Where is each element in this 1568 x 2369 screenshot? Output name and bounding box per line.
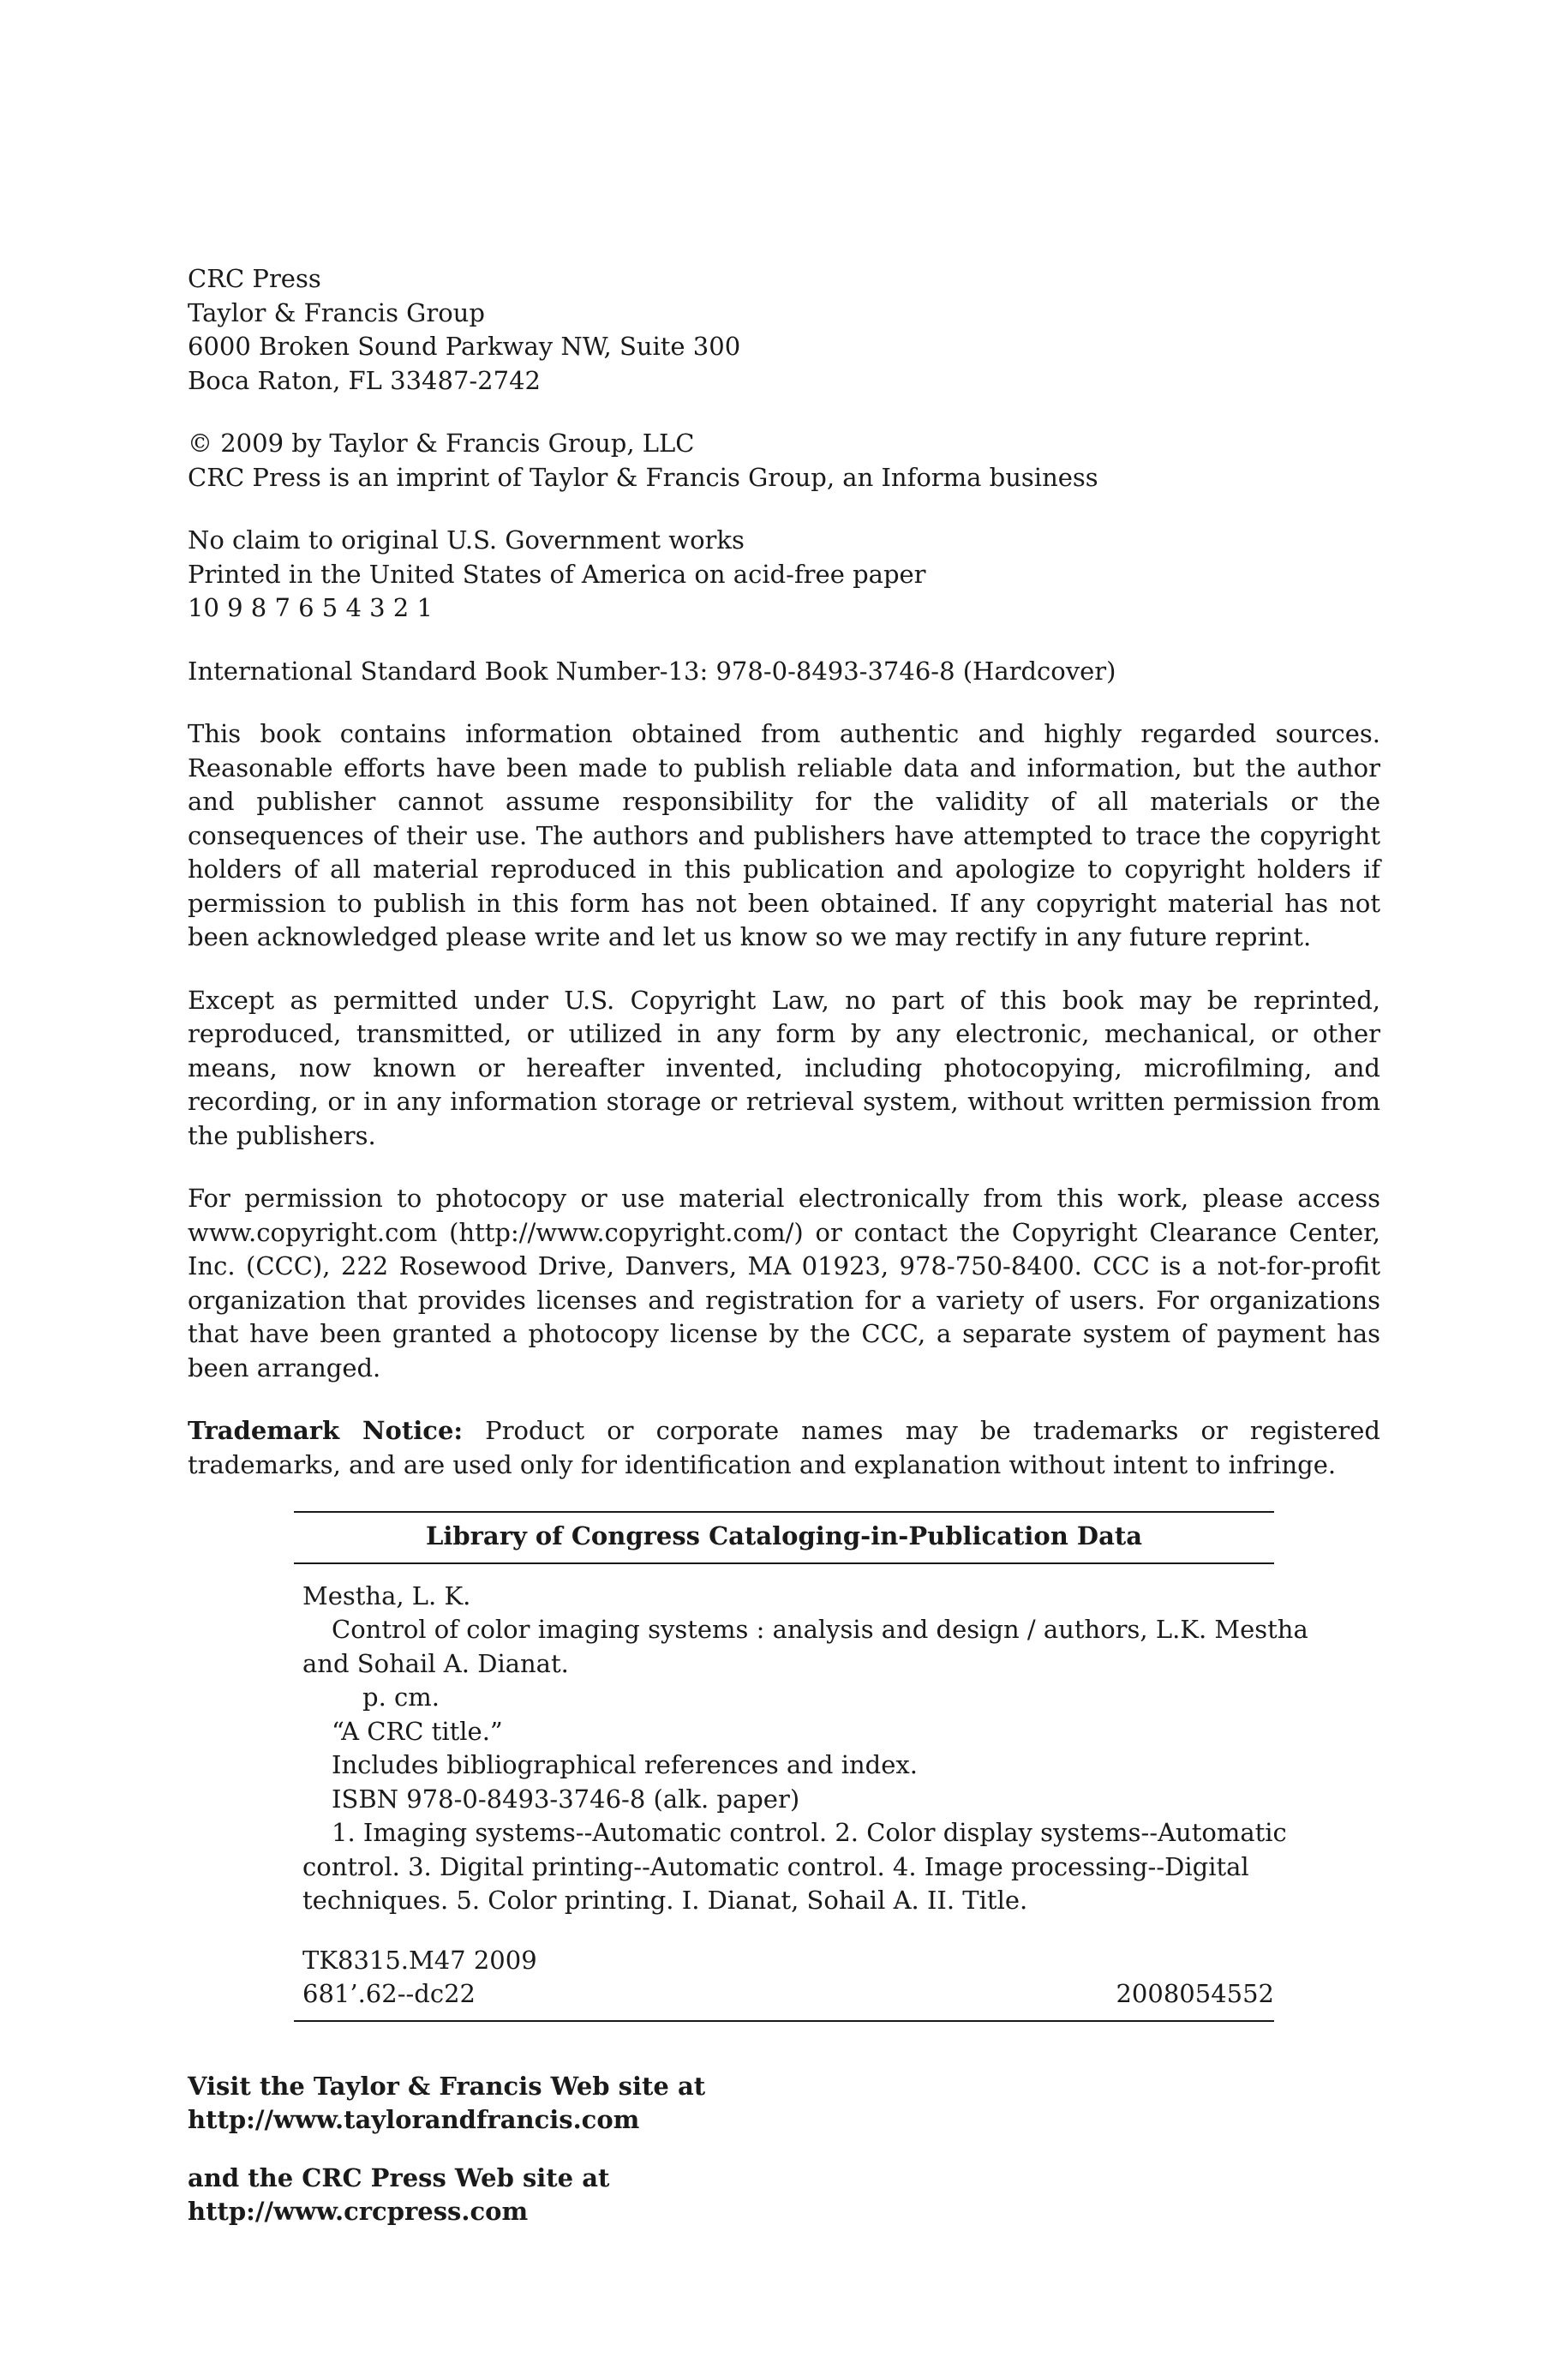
cip-includes: Includes bibliographical references and index. bbox=[332, 1750, 918, 1779]
cip-subjects-line-2: control. 3. Digital printing--Automatic control. 4. Image processing--Digital bbox=[302, 1851, 1249, 1881]
isbn-block bbox=[188, 655, 1380, 689]
publisher-street: 6000 Broken Sound Parkway NW, Suite 300 bbox=[188, 332, 741, 361]
cip-body bbox=[294, 1564, 1308, 2020]
cip-author: Mestha, L. K. bbox=[302, 1580, 471, 1610]
crc-website bbox=[188, 2162, 1380, 2229]
cip-isbn: ISBN 978-0-8493-3746-8 (alk. paper) bbox=[332, 1784, 800, 1814]
cip-data-box bbox=[294, 1511, 1308, 2022]
publisher-address bbox=[188, 262, 1380, 398]
trademark-paragraph bbox=[188, 1414, 1380, 1482]
cip-pcm: p. cm. bbox=[362, 1682, 440, 1712]
isbn-line: International Standard Book Number-13: 978-0-8493-3746-8 (Hardcover) bbox=[188, 656, 1116, 686]
cip-title-line-2: and Sohail A. Dianat. bbox=[302, 1648, 569, 1678]
government-works-line: No claim to original U.S. Government works bbox=[188, 525, 745, 555]
imprint-line: CRC Press is an imprint of Taylor & Francis Group, an Informa business bbox=[188, 462, 1098, 492]
cip-dewey: 681’.62--dc22 bbox=[302, 1979, 476, 2008]
tf-website-url[interactable]: http://www.taylorandfrancis.com bbox=[188, 2105, 640, 2134]
crc-website-label: and the CRC Press Web site at bbox=[188, 2162, 610, 2192]
publisher-name: CRC Press bbox=[188, 264, 321, 293]
copyright-notice bbox=[188, 427, 1380, 495]
crc-website-url[interactable]: http://www.crcpress.com bbox=[188, 2197, 529, 2226]
cip-bottom-rule bbox=[294, 2020, 1274, 2022]
cip-spacer bbox=[302, 1918, 1274, 1944]
disclaimer-paragraph: This book contains information obtained from authentic and highly regarded sources. Reasonable efforts have been made to publish reliable data and information, but the author and publisher cannot assume responsibility for the validity of all materials or the consequences of their use. The authors and publishers have attempted to trace the copyright holders of all material reproduced in this publication and apologize to copyright holders if permission to publish in this form has not been obtained. If any copyright material has not been acknowledged please write and let us know so we may rectify in any future reprint. bbox=[188, 719, 1380, 951]
cip-title-line-1: Control of color imaging systems : analysis and design / authors, L.K. Mestha bbox=[332, 1615, 1308, 1644]
cip-lccn: 2008054552 bbox=[1116, 1979, 1274, 2008]
copyright-line: © 2009 by Taylor & Francis Group, LLC bbox=[188, 429, 695, 458]
permission-paragraph: Except as permitted under U.S. Copyright Law, no part of this book may be reprinted, reproduced, transmitted, or utilized in any form by any electronic, mechanical, or other means, now known or hereafter invented, including photocopying, microfilming, and recording, or in any information storage or retrieval system, without written permission from the publishers. bbox=[188, 985, 1380, 1150]
printed-in-line: Printed in the United States of America on acid-free paper bbox=[188, 559, 926, 589]
cip-title: Library of Congress Cataloging-in-Publication Data bbox=[425, 1521, 1143, 1550]
cip-subjects-line-1: 1. Imaging systems--Automatic control. 2. Color display systems--Automatic bbox=[332, 1818, 1287, 1847]
cip-lc-call-number: TK8315.M47 2009 bbox=[302, 1945, 537, 1975]
copyright-page bbox=[188, 262, 1380, 2253]
trademark-label: Trademark Notice: bbox=[188, 1416, 464, 1445]
printing-info bbox=[188, 524, 1380, 626]
tf-website-label: Visit the Taylor & Francis Web site at bbox=[188, 2071, 706, 2101]
publisher-group: Taylor & Francis Group bbox=[188, 297, 485, 327]
tf-website bbox=[188, 2070, 1380, 2138]
publisher-city: Boca Raton, FL 33487-2742 bbox=[188, 365, 541, 395]
cip-classification-row bbox=[302, 1977, 1274, 2020]
cip-subjects-line-3: techniques. 5. Color printing. I. Dianat, Sohail A. II. Title. bbox=[302, 1886, 1028, 1915]
photocopy-paragraph: For permission to photocopy or use material electronically from this work, please access www.copyright.com (http://www.copyright.com/) or contact the Copyright Clearance Center, Inc. (CCC), 222 Rosewood Drive, Danvers, MA 01923, 978-750-8400. CCC is a not-for-profit organization that provides licenses and registration for a variety of users. For organizations that have been granted a photocopy license by the CCC, a separate system of payment has been arranged. bbox=[188, 1184, 1380, 1382]
printing-sequence: 10 9 8 7 6 5 4 3 2 1 bbox=[188, 593, 433, 622]
cip-crc-title: “A CRC title.” bbox=[332, 1716, 503, 1746]
trademark-text: Product or corporate names may be trademarks or registered trademarks, and are used only for identification and explanation without intent to infringe. bbox=[188, 1416, 1380, 1479]
web-sites bbox=[188, 2070, 1380, 2229]
